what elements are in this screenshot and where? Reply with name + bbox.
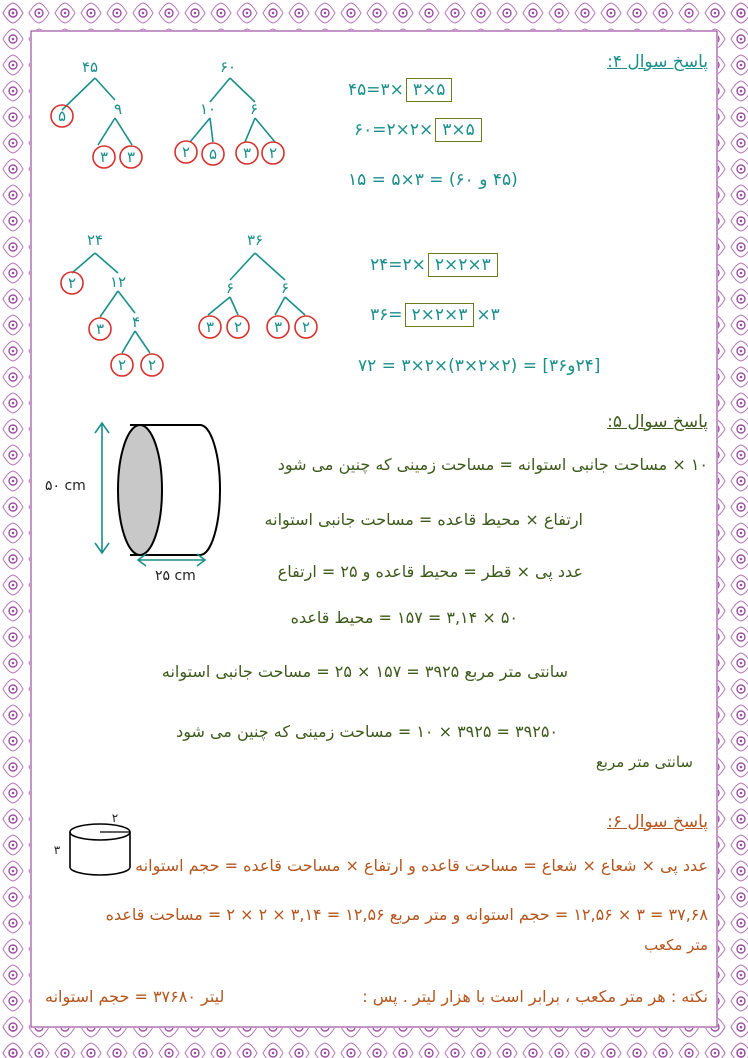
tree24-root: ۲۴: [86, 231, 104, 249]
tree45-leaf: ۳: [99, 148, 109, 166]
q4-eq-45: [348, 80, 452, 100]
q6-line2: ۳۷,۶۸ = ۳ × ۱۲,۵۶ = حجم استوانه و متر مربع ۱۲,۵۶ = ۳,۱۴ × ۲ × ۲ = مساحت قاعده: [105, 905, 708, 924]
tree24-leaf: ۲: [147, 356, 157, 374]
tree36-node: ۶: [225, 279, 235, 297]
q5-line6: ۳۹۲۵۰ = ۳۹۲۵ × ۱۰ = مساحت زمینی که چنین می شود: [176, 722, 558, 741]
tree45-mid: ۹: [113, 100, 123, 118]
q4-eq-36: [370, 305, 500, 325]
eq-text: ×۳: [476, 305, 500, 325]
tree60-root: ۶۰: [219, 58, 237, 76]
factor-trees-24-36: [50, 225, 330, 385]
tree60-leaf: ۲: [268, 144, 278, 162]
tree60-leaf: ۳: [242, 144, 252, 162]
tree60-leaf: ۲: [181, 143, 191, 161]
tree36-leaf: ۳: [273, 318, 283, 336]
q5-line2: ارتفاع × محیط قاعده = مساحت جانبی استوانه: [264, 510, 583, 529]
q6-heading: پاسخ سوال ۶:: [607, 812, 708, 832]
tree45-root: ۴۵: [81, 58, 99, 76]
height-label: ۵۰ cm: [45, 478, 86, 494]
q5-line5: سانتی متر مربع ۳۹۲۵ = ۱۵۷ × ۲۵ = مساحت جانبی استوانه: [161, 662, 568, 681]
q4-eq-24: [370, 255, 498, 275]
tree36-leaf: ۳: [205, 318, 215, 336]
tree36-node: ۶: [280, 279, 290, 297]
height-label: ۳: [53, 843, 61, 857]
q6-line1: عدد پی × شعاع × شعاع = مساحت قاعده و ارتفاع × مساحت قاعده = حجم استوانه: [135, 856, 708, 875]
tree24-leaf: ۳: [95, 320, 105, 338]
boxed-factor: ۲×۲×۳: [405, 303, 475, 327]
tree60-node: ۶: [249, 100, 259, 118]
q4-gcd-45-60: (۴۵ و ۶۰) = ۳×۵ = ۱۵: [348, 170, 518, 190]
tree24-leaf: ۲: [67, 274, 77, 292]
boxed-factor: ۲×۲×۳: [428, 253, 498, 277]
eq-text: ۳۶=: [370, 305, 403, 325]
q5-line3: عدد پی × قطر = محیط قاعده و ۲۵ = ارتفاع: [277, 562, 583, 581]
tree60-leaf: ۵: [208, 145, 218, 163]
q5-line4: ۵۰ × ۳,۱۴ = ۱۵۷ = محیط قاعده: [290, 608, 518, 627]
q4-heading: پاسخ سوال ۴:: [607, 52, 708, 72]
tree45-leaf: ۵: [57, 107, 67, 125]
eq-text: ۶۰=۲×۲×: [354, 120, 434, 140]
q6-note: نکته : هر متر مکعب ، برابر است با هزار لیتر . پس :: [362, 987, 708, 1006]
tree36-leaf: ۲: [233, 318, 243, 336]
tree36-leaf: ۲: [301, 318, 311, 336]
boxed-factor: ۳×۵: [406, 78, 453, 102]
tree36-root: ۳۶: [246, 231, 264, 249]
q4-eq-60: [354, 120, 482, 140]
tree45-leaf: ۳: [126, 148, 136, 166]
q5-heading: پاسخ سوال ۵:: [607, 412, 708, 432]
q6-line2-unit: متر مکعب: [644, 936, 708, 954]
cylinder-diagram: [40, 415, 240, 595]
small-cylinder-diagram: [45, 812, 145, 882]
q5-line1: ۱۰ × مساحت جانبی استوانه = مساحت زمینی که چنین می شود: [277, 455, 708, 474]
eq-text: ۴۵=۳×: [348, 80, 404, 100]
tree24-node: ۱۲: [109, 273, 127, 291]
radius-label: ۲: [111, 812, 119, 825]
q5-line6-unit: سانتی متر مربع: [595, 753, 693, 771]
q6-volume-liters: لیتر ۳۷۶۸۰ = حجم استوانه: [45, 987, 225, 1006]
factor-trees-45-60: [40, 50, 310, 180]
eq-text: ۲۴=۲×: [370, 255, 426, 275]
tree24-node: ۴: [131, 313, 141, 331]
diameter-label: ۲۵ cm: [155, 568, 196, 584]
tree60-node: ۱۰: [199, 100, 217, 118]
tree24-leaf: ۲: [117, 356, 127, 374]
q4-lcm-24-36: [۲۴و۳۶] = (۲×۲×۳)×۲×۳ = ۷۲: [358, 356, 601, 376]
boxed-factor: ۳×۵: [435, 118, 482, 142]
